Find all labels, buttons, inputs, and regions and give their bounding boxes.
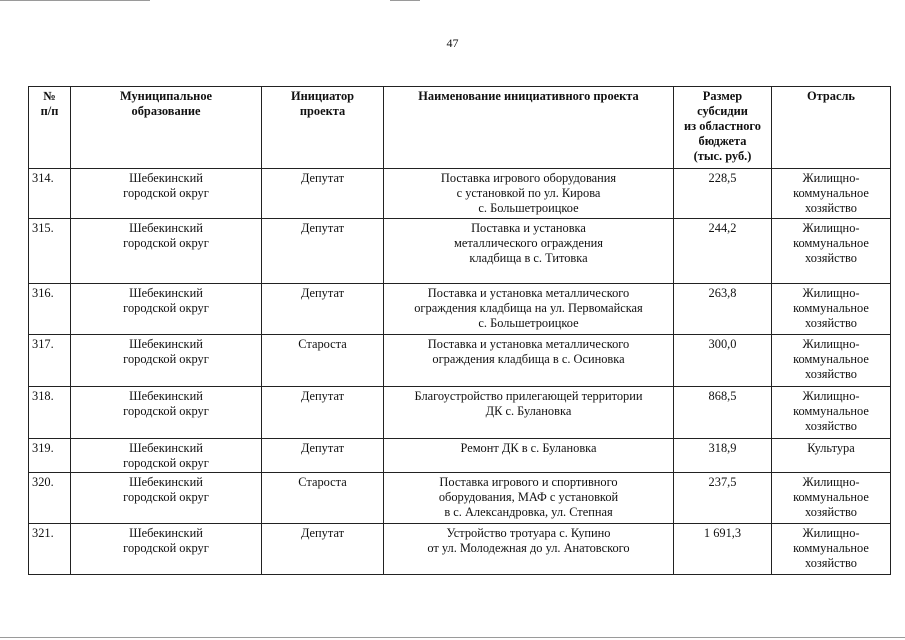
scan-line-top-left (0, 0, 150, 1)
row-municipality: Шебекинский городской округ (71, 387, 262, 439)
row-initiator: Депутат (262, 524, 384, 575)
row-project-name: Поставка игрового оборудования с установкой по ул. Кирова с. Большетроицкое (384, 169, 674, 219)
row-initiator: Депутат (262, 219, 384, 284)
row-project-name: Поставка и установка металлического ограждения кладбища в с. Титовка (384, 219, 674, 284)
table-row (29, 524, 891, 575)
row-municipality: Шебекинский городской округ (71, 335, 262, 387)
row-industry: Жилищно- коммунальное хозяйство (772, 387, 891, 439)
row-initiator: Депутат (262, 387, 384, 439)
row-initiator: Депутат (262, 169, 384, 219)
initiative-projects-table (28, 86, 891, 575)
row-project-name: Поставка игрового и спортивного оборудования, МАФ с установкой в с. Александровка, ул. Степная (384, 473, 674, 524)
row-subsidy: 300,0 (674, 335, 772, 387)
row-industry: Жилищно- коммунальное хозяйство (772, 473, 891, 524)
table-row (29, 387, 891, 439)
row-initiator: Депутат (262, 439, 384, 473)
header-project-name: Наименование инициативного проекта (384, 87, 674, 169)
row-initiator: Староста (262, 335, 384, 387)
row-number: 320. (29, 473, 71, 524)
scan-line-top-right (390, 0, 420, 1)
table-row (29, 335, 891, 387)
row-municipality: Шебекинский городской округ (71, 169, 262, 219)
row-industry: Жилищно- коммунальное хозяйство (772, 335, 891, 387)
row-number: 318. (29, 387, 71, 439)
header-municipality: Муниципальное образование (71, 87, 262, 169)
row-project-name: Поставка и установка металлического ограждения кладбища на ул. Первомайская с. Большетроицкое (384, 284, 674, 335)
row-number: 316. (29, 284, 71, 335)
header-subsidy: Размер субсидии из областного бюджета (тыс. руб.) (674, 87, 772, 169)
row-municipality: Шебекинский городской округ (71, 473, 262, 524)
row-number: 321. (29, 524, 71, 575)
row-number: 315. (29, 219, 71, 284)
row-subsidy: 318,9 (674, 439, 772, 473)
row-municipality: Шебекинский городской округ (71, 219, 262, 284)
row-industry: Жилищно- коммунальное хозяйство (772, 524, 891, 575)
row-project-name: Благоустройство прилегающей территории ДК с. Булановка (384, 387, 674, 439)
scan-line-bottom (0, 637, 905, 638)
row-municipality: Шебекинский городской округ (71, 284, 262, 335)
row-municipality: Шебекинский городской округ (71, 524, 262, 575)
row-initiator: Депутат (262, 284, 384, 335)
header-initiator: Инициатор проекта (262, 87, 384, 169)
header-number: № п/п (29, 87, 71, 169)
table-header-row (29, 87, 891, 169)
row-industry: Жилищно- коммунальное хозяйство (772, 219, 891, 284)
row-number: 314. (29, 169, 71, 219)
row-number: 317. (29, 335, 71, 387)
row-industry: Культура (772, 439, 891, 473)
table-row (29, 439, 891, 473)
row-project-name: Поставка и установка металлического ограждения кладбища в с. Осиновка (384, 335, 674, 387)
row-subsidy: 228,5 (674, 169, 772, 219)
row-subsidy: 237,5 (674, 473, 772, 524)
table-row (29, 473, 891, 524)
row-industry: Жилищно- коммунальное хозяйство (772, 284, 891, 335)
page-number: 47 (446, 36, 459, 50)
row-municipality: Шебекинский городской округ (71, 439, 262, 473)
row-project-name: Ремонт ДК в с. Булановка (384, 439, 674, 473)
row-subsidy: 244,2 (674, 219, 772, 284)
row-industry: Жилищно- коммунальное хозяйство (772, 169, 891, 219)
table-row (29, 284, 891, 335)
row-number: 319. (29, 439, 71, 473)
row-project-name: Устройство тротуара с. Купино от ул. Молодежная до ул. Анатовского (384, 524, 674, 575)
row-subsidy: 263,8 (674, 284, 772, 335)
table-row (29, 169, 891, 219)
row-subsidy: 868,5 (674, 387, 772, 439)
header-industry: Отрасль (772, 87, 891, 169)
table-row (29, 219, 891, 284)
row-initiator: Староста (262, 473, 384, 524)
row-subsidy: 1 691,3 (674, 524, 772, 575)
